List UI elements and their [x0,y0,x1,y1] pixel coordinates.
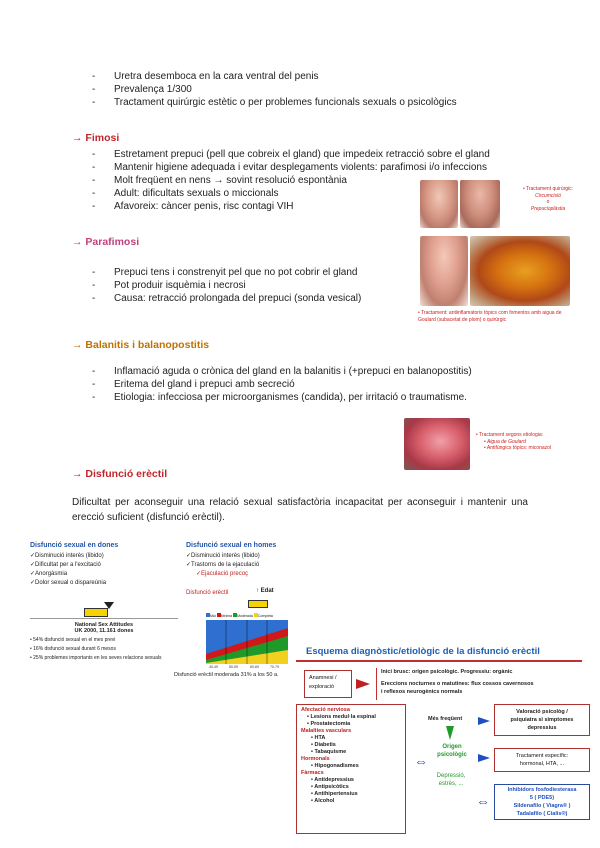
dones-panel [30,542,180,682]
list-item: - Adult: dificultats sexuals o miccionals [86,187,490,200]
valoracio-box [494,704,590,736]
anamnesi-line: Anamnesi / [309,675,337,681]
erectil-label [186,590,228,596]
list-item: - Mantenir higiene adequada i evitar desplegaments violents: parafimosi i/o infeccions [86,161,490,174]
caption-line: o [546,199,550,205]
box-line: Tadalafilo ( Cialis®) [516,811,568,817]
cause-item: Lesions medul·la espinal [310,714,376,720]
study-subtitle: UK 2000, 11.161 dones [74,628,134,634]
parafimosi-caption: • Tractament: antiinflamatoris tòpics com fomentos amb aigua de Goulard (subacetat de plom) o quirúrgic [418,310,562,323]
parafimosi-heading: → Parafimosi [72,236,140,248]
cause-heading: Hormonals [301,756,330,762]
cause-item: Antidepressius [314,777,354,783]
caption-line: • Tractament segons etiologia: [476,432,544,438]
age-label: 60-69 [250,665,259,668]
age-label: 50-59 [229,665,238,668]
anamnesi-detail-line: Ereccions nocturnes o matutines: flux cossos cavernosos [381,680,534,687]
list-item: ✓ Dificultat per a l'excitació [30,561,180,570]
list-item: ✓ Dolor sexual o dispareùnia [30,579,180,588]
disfuncio-paragraph: Dificultat per aconseguir una relació sexual satisfactòria incapacitat per aconseguir i mantenir una erecció suficient (disfunció erèctil). [72,497,528,523]
list-item: - Pot produir isquèmia i necrosi [86,279,361,292]
double-arrow-icon: ⇔ [414,753,428,769]
dones-title: Disfunció sexual en dones [30,542,119,549]
fimosi-caption [508,186,588,212]
disfuncio-heading: → Disfunció erèctil [72,468,168,480]
list-item: - Uretra desemboca en la cara ventral del penis [86,70,457,83]
box-line: Sildenafilo ( Viagra® ) [513,803,571,809]
cause-item: Hipogonadismes [314,763,359,769]
fimosi-photo-2 [460,180,500,228]
esquema-title: Esquema diagnòstic/etiològic de la disfunció erèctil [306,646,540,657]
origen-label [434,743,470,759]
box-line: 5 ( PDE5) [529,795,555,801]
cause-item: Alcohol [314,798,335,804]
fimosi-heading: → Fimosi [72,132,120,144]
box-line: Valoració psicològ / [516,709,568,715]
homes-footer: Disfunció erèctil moderada 31% a los 50 a. [174,672,279,678]
cause-item: Antipsicòtics [314,784,349,790]
anamnesi-detail [376,668,587,700]
origen-line: Origen [442,744,462,750]
anamnesi-detail-line: Inici brusc: origen psicològic. Progressiu: orgànic [381,669,513,675]
yellow-marker [248,600,268,608]
age-label: 40-49 [209,665,218,668]
caption-line: • Antifúngics tòpics: miconazol [484,445,552,451]
list-item: ✓ Anorgàsmia [30,570,180,579]
list-item: ✓ Trastorns de la ejaculació [186,561,296,570]
list-item: - Molt freqüent en nens → sovint resolució espontània [86,174,490,187]
cause-heading: Fàrmacs [301,770,324,776]
legend-label: Mínima [220,614,233,618]
origen-line: psicològic [437,752,467,758]
depressio-label [428,772,474,788]
cause-item: Tabaquisme [314,749,347,755]
arrow-right-icon [478,717,490,725]
inhibidors-box [494,784,590,820]
list-item: - Inflamació aguda o crònica del gland en la balanitis i (+prepuci en balanopostitis) [86,365,472,378]
study-stat: • 16% disfunció sexual durant 6 mesos [30,646,116,652]
arrow-down-icon [446,726,454,740]
anamnesi-line: exploració [309,684,335,690]
age-label: 70-79 [270,665,279,668]
esquema-title-underline [296,660,582,662]
cause-item: Antihipertensius [314,791,358,797]
list-item: ✓ Disminució interès (libido) [186,552,296,561]
legend-label: Completa [257,614,273,618]
box-line: depressius [527,725,557,731]
homes-panel [174,542,296,682]
arrow-right-icon [478,754,490,762]
list-item: - Prepuci tens i constrenyit pel que no pot cobrir el gland [86,266,361,279]
parafimosi-list [86,266,361,305]
list-item: ✓ Ejaculació precoç [186,570,296,579]
study-stat: • 54% disfunció sexual en el mes previ [30,637,116,643]
study-box [30,618,178,677]
depressio-line: Depressió, [436,773,466,779]
caption-line: Circumcisió [535,192,561,199]
edat-label: ↑ Edat [256,588,274,594]
list-item: - Eritema del gland i prepuci amb secreció [86,378,472,391]
box-line: hormonal, HTA, ... [519,761,565,767]
arrow-right-icon [356,679,370,689]
list-item: - Tractament quirúrgic estètic o per problemes funcionals sexuals o psicològics [86,96,457,109]
intro-list [86,70,457,109]
double-arrow-icon: ⇔ [476,793,490,809]
edat-label-text: Edat [260,588,274,594]
list-item: - Estretament prepuci (pell que cobreix el gland) que impedeix retracció sobre el gland [86,148,490,161]
caption-line: Prepucioplàstia [530,205,566,212]
anamnesi-box [304,670,352,698]
list-item: - Etiologia: infecciosa per microorganismes (candida), per irritació o traumatisme. [86,391,472,404]
cause-item: HTA [314,735,326,741]
list-item: - Prevalença 1/300 [86,83,457,96]
anamnesi-detail-line: i reflexos neurogènics normals [381,689,463,695]
box-line: psiquiatra si simptomes [510,717,574,723]
legend-label: Mai [210,614,216,618]
balanitis-heading: → Balanitis i balanopostitis [72,339,210,351]
mes-frequent-label: Més freqüent [428,716,463,722]
study-title: National Sex Attitudes [74,622,134,628]
depressio-line: estrès, ... [438,781,464,787]
tractament-box [494,748,590,772]
erectil-label-text: Disfunció erèctil [186,590,229,596]
list-item: - Causa: retracció prolongada del prepuci (sonda vesical) [86,292,361,305]
balanitis-list [86,365,472,404]
list-item: ✓ Disminució interès (libido) [30,552,180,561]
balanitis-caption [476,432,586,452]
cause-heading: Afectació nerviosa [301,707,350,713]
homes-title: Disfunció sexual en homes [186,542,277,549]
legend-label: Moderada [237,614,253,618]
caption-line: • Aigua de Goulard [484,438,526,445]
fimosi-photo-1 [420,180,458,228]
causes-box: Afectació nerviosa • Lesions medul·la espinal • Prostatectomia Malalties vasculars • HTA • Diabetis • Tabaquisme Hormonals • Hipogonadismes Fàrmacs • Antidepressius • Antipsicòtics • Antihipertensius • Alcohol [296,704,406,834]
cause-heading: Malalties vasculars [301,728,352,734]
erectil-mini-chart [206,620,288,668]
study-stat: • 25% problemes importants en les seves relacions sexuals [30,655,162,661]
parafimosi-photo-1 [420,236,468,306]
caption-line: • Tractament quirúrgic: [522,186,574,192]
box-line: Inhibidors fosfodiesterasa [507,787,577,793]
parafimosi-photo-2 [470,236,570,306]
list-item: - Afavoreix: càncer penis, risc contagi VIH [86,200,490,213]
balanitis-photo [404,418,470,470]
cause-item: Diabetis [314,742,336,748]
chart-legend [206,613,294,619]
cause-item: Prostatectomia [310,721,351,727]
box-line: Tractament específic: [515,753,569,759]
yellow-marker [84,608,108,617]
